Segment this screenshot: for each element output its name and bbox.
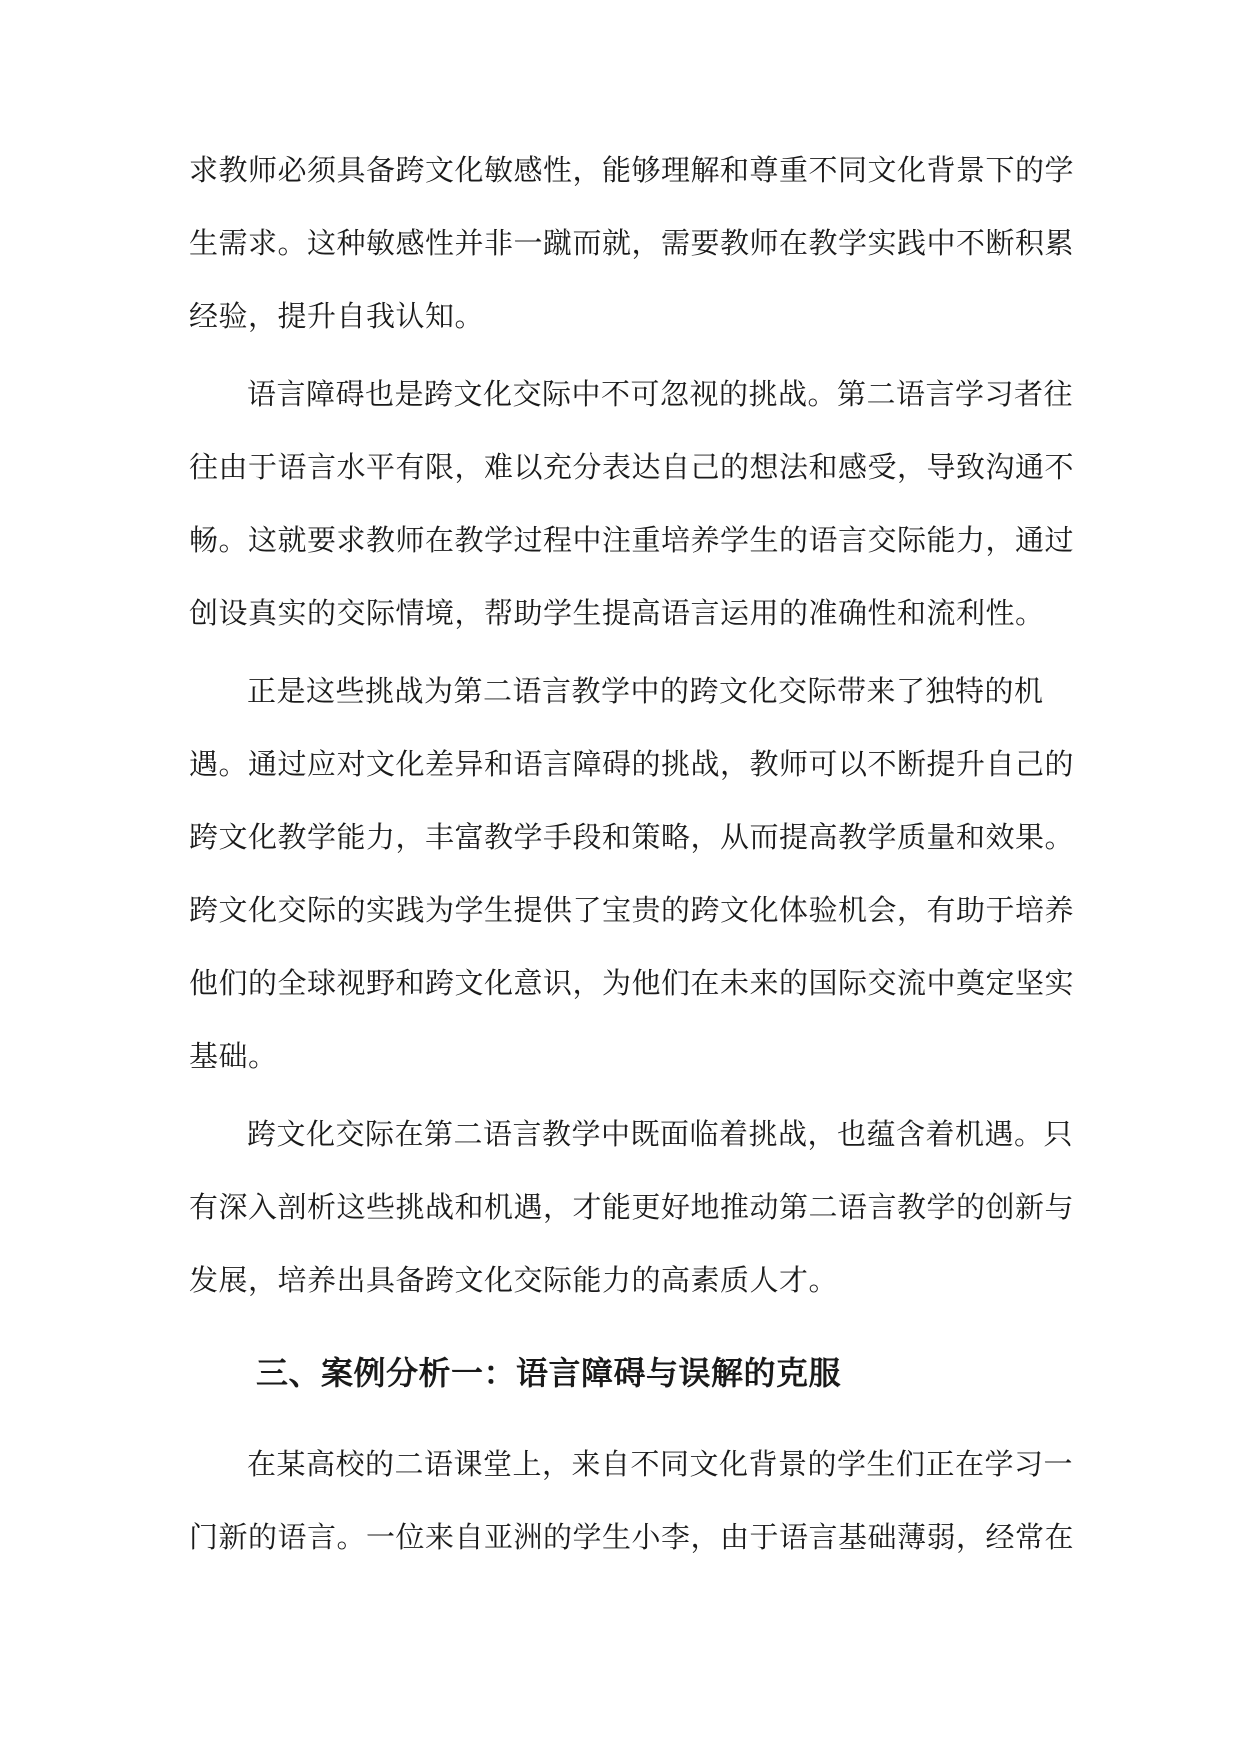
paragraph-line: 经验，提升自我认知。	[189, 299, 485, 333]
paragraph-line: 正是这些挑战为第二语言教学中的跨文化交际带来了独特的机	[247, 674, 1044, 708]
section-heading: 三、案例分析一：语言障碍与误解的克服	[256, 1354, 842, 1392]
paragraph-line: 语言障碍也是跨文化交际中不可忽视的挑战。第二语言学习者往	[247, 377, 1074, 411]
paragraph-line: 基础。	[189, 1039, 278, 1073]
paragraph-line: 在某高校的二语课堂上，来自不同文化背景的学生们正在学习一	[247, 1447, 1074, 1481]
paragraph-line: 往由于语言水平有限，难以充分表达自己的想法和感受，导致沟通不	[189, 450, 1075, 484]
paragraph-line: 创设真实的交际情境，帮助学生提高语言运用的准确性和流利性。	[189, 596, 1045, 630]
paragraph-line: 遇。通过应对文化差异和语言障碍的挑战，教师可以不断提升自己的	[189, 747, 1075, 781]
paragraph-line: 畅。这就要求教师在教学过程中注重培养学生的语言交际能力，通过	[189, 523, 1075, 557]
paragraph-line: 跨文化交际在第二语言教学中既面临着挑战，也蕴含着机遇。只	[247, 1117, 1074, 1151]
paragraph-line: 求教师必须具备跨文化敏感性，能够理解和尊重不同文化背景下的学	[189, 153, 1075, 187]
paragraph-line: 发展，培养出具备跨文化交际能力的高素质人才。	[189, 1263, 839, 1297]
paragraph-line: 跨文化教学能力，丰富教学手段和策略，从而提高教学质量和效果。	[189, 820, 1075, 854]
paragraph-line: 门新的语言。一位来自亚洲的学生小李，由于语言基础薄弱，经常在	[189, 1520, 1075, 1554]
paragraph-line: 生需求。这种敏感性并非一蹴而就，需要教师在教学实践中不断积累	[189, 226, 1075, 260]
paragraph-line: 跨文化交际的实践为学生提供了宝贵的跨文化体验机会，有助于培养	[189, 893, 1075, 927]
paragraph-line: 有深入剖析这些挑战和机遇，才能更好地推动第二语言教学的创新与	[189, 1190, 1075, 1224]
paragraph-line: 他们的全球视野和跨文化意识，为他们在未来的国际交流中奠定坚实	[189, 966, 1075, 1000]
